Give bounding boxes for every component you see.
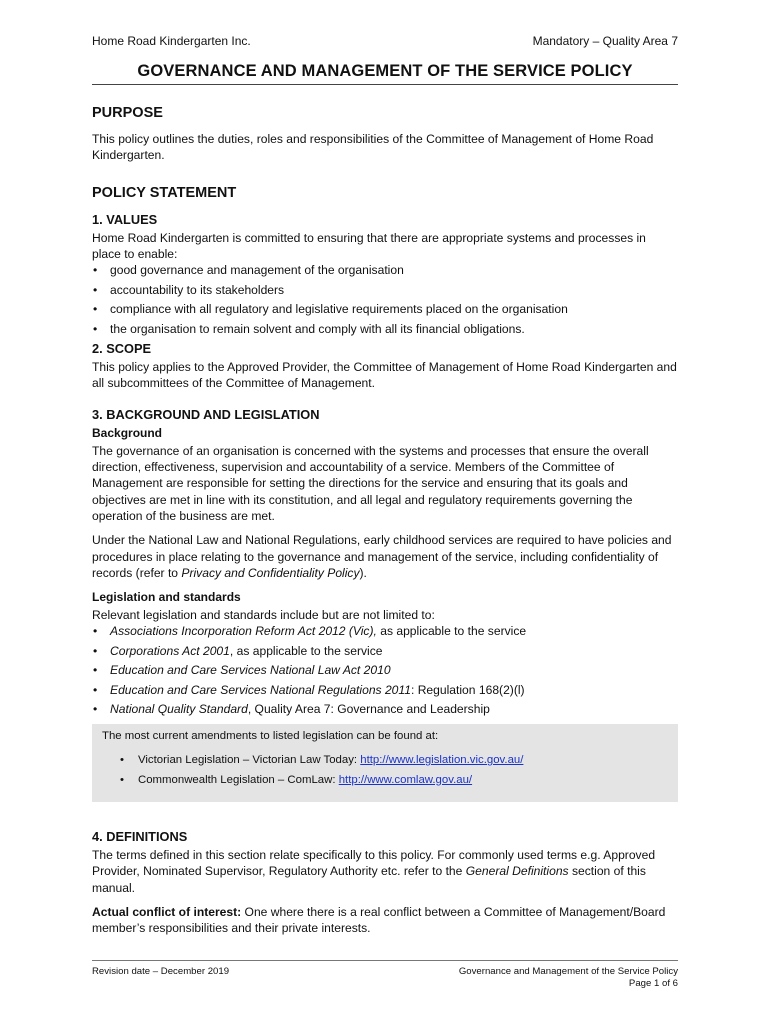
act-title: Corporations Act 2001: [110, 643, 230, 658]
list-item: • good governance and management of the organisation: [92, 262, 678, 278]
list-item: • compliance with all regulatory and legislative requirements placed on the organisation: [92, 301, 678, 317]
links-intro: The most current amendments to listed legislation can be found at:: [102, 729, 439, 742]
link-item: [102, 773, 668, 789]
footer-page-number: Page 1 of 6: [628, 978, 678, 989]
values-list: [92, 262, 678, 337]
privacy-policy-ref: Privacy and Confidentiality Policy: [181, 565, 360, 580]
values-heading: 1. VALUES: [92, 211, 158, 227]
purpose-heading: PURPOSE: [92, 105, 163, 121]
para2-end: ).: [359, 565, 367, 580]
scope-text: This policy applies to the Approved Provider, the Committee of Management of Home Road Kindergarten and all subcommittees of the Committee of Management.: [92, 360, 677, 391]
link-label: Victorian Legislation – Victorian Law Today:: [138, 754, 361, 767]
legislation-item: [92, 643, 678, 659]
footer-revision-date: Revision date – December 2019: [92, 966, 230, 977]
list-item: • the organisation to remain solvent and comply with all its financial obligations.: [92, 321, 678, 337]
values-intro: Home Road Kindergarten is committed to ensuring that there are appropriate systems and processes in place to enable:: [92, 230, 646, 261]
spacer: [92, 802, 678, 828]
comlaw-link[interactable]: http://www.comlaw.gov.au/: [338, 773, 473, 786]
background-para-2: [92, 532, 678, 581]
link-item: [102, 753, 668, 769]
document-body: [92, 104, 678, 937]
purpose-text: This policy outlines the duties, roles and responsibilities of the Committee of Management of Home Road Kindergarten.: [92, 132, 654, 163]
background-legislation-heading: 3. BACKGROUND AND LEGISLATION: [92, 406, 320, 422]
term-text: One where there is a real conflict between a Committee of Management/Board member’s responsibilities and their private interests.: [92, 905, 666, 936]
scope-heading: 2. SCOPE: [92, 341, 152, 357]
act-title: Education and Care Services National Regulations 2011: [110, 682, 411, 697]
policy-statement-heading: POLICY STATEMENT: [92, 184, 237, 201]
document-title: GOVERNANCE AND MANAGEMENT OF THE SERVICE POLICY: [92, 62, 678, 85]
legislation-item: [92, 662, 678, 678]
header-quality-area: Mandatory – Quality Area 7: [532, 34, 678, 48]
header-org: Home Road Kindergarten Inc.: [92, 34, 251, 48]
para2-text: Under the National Law and National Regulations, early childhood services are required to have policies and procedures in place relating to the governance and management of the service, including confidentiality of records (refer to: [92, 533, 672, 580]
background-para-1: The governance of an organisation is concerned with the systems and processes that ensure the overall direction, effectiveness, supervision and accountability of a service. Members of the Committee of Management are responsible for setting the directions for the service and ensuring that its goals and objectives are met in line with its constitution, and all legal and regulatory requirements governing the operation of the business are met.: [92, 443, 649, 523]
links-list: [102, 753, 668, 788]
page-footer: [92, 960, 678, 989]
term-label: Actual conflict of interest:: [92, 905, 242, 920]
definitions-intro: [92, 847, 678, 896]
definitions-intro-text: The terms defined in this section relate specifically to this policy. For commonly used terms e.g. Approved Provider, Nominated Supervisor, Regulatory Authority etc. refer to the: [92, 848, 656, 879]
definition-actual-conflict: [92, 904, 678, 937]
act-note: , Quality Area 7: Governance and Leadership: [247, 702, 490, 717]
act-note: , as applicable to the service: [229, 643, 383, 658]
act-title: National Quality Standard: [110, 702, 248, 717]
act-note: as applicable to the service: [376, 624, 527, 639]
footer-right: [459, 966, 678, 990]
act-title: Associations Incorporation Reform Act 2012 (Vic),: [110, 624, 377, 639]
link-label: Commonwealth Legislation – ComLaw:: [138, 773, 339, 786]
legislation-links-box: [92, 724, 678, 803]
legislation-subheading: Legislation and standards: [92, 590, 241, 605]
legislation-intro: Relevant legislation and standards include but are not limited to:: [92, 608, 435, 623]
background-subheading: Background: [92, 425, 163, 440]
legislation-item: [92, 701, 678, 717]
legislation-list: [92, 623, 678, 717]
definitions-intro-end: section of this manual.: [92, 864, 646, 895]
victorian-legislation-link[interactable]: http://www.legislation.vic.gov.au/: [360, 754, 524, 767]
act-title: Education and Care Services National Law Act 2010: [110, 663, 391, 678]
page-header: [92, 34, 678, 50]
footer-doc-title: Governance and Management of the Service Policy: [458, 966, 678, 977]
act-note: : Regulation 168(2)(l): [410, 682, 525, 697]
definitions-heading: 4. DEFINITIONS: [92, 829, 188, 845]
general-definitions-ref: General Definitions: [465, 864, 569, 879]
list-item: • accountability to its stakeholders: [92, 282, 678, 298]
legislation-item: [92, 682, 678, 698]
legislation-item: [92, 623, 678, 639]
